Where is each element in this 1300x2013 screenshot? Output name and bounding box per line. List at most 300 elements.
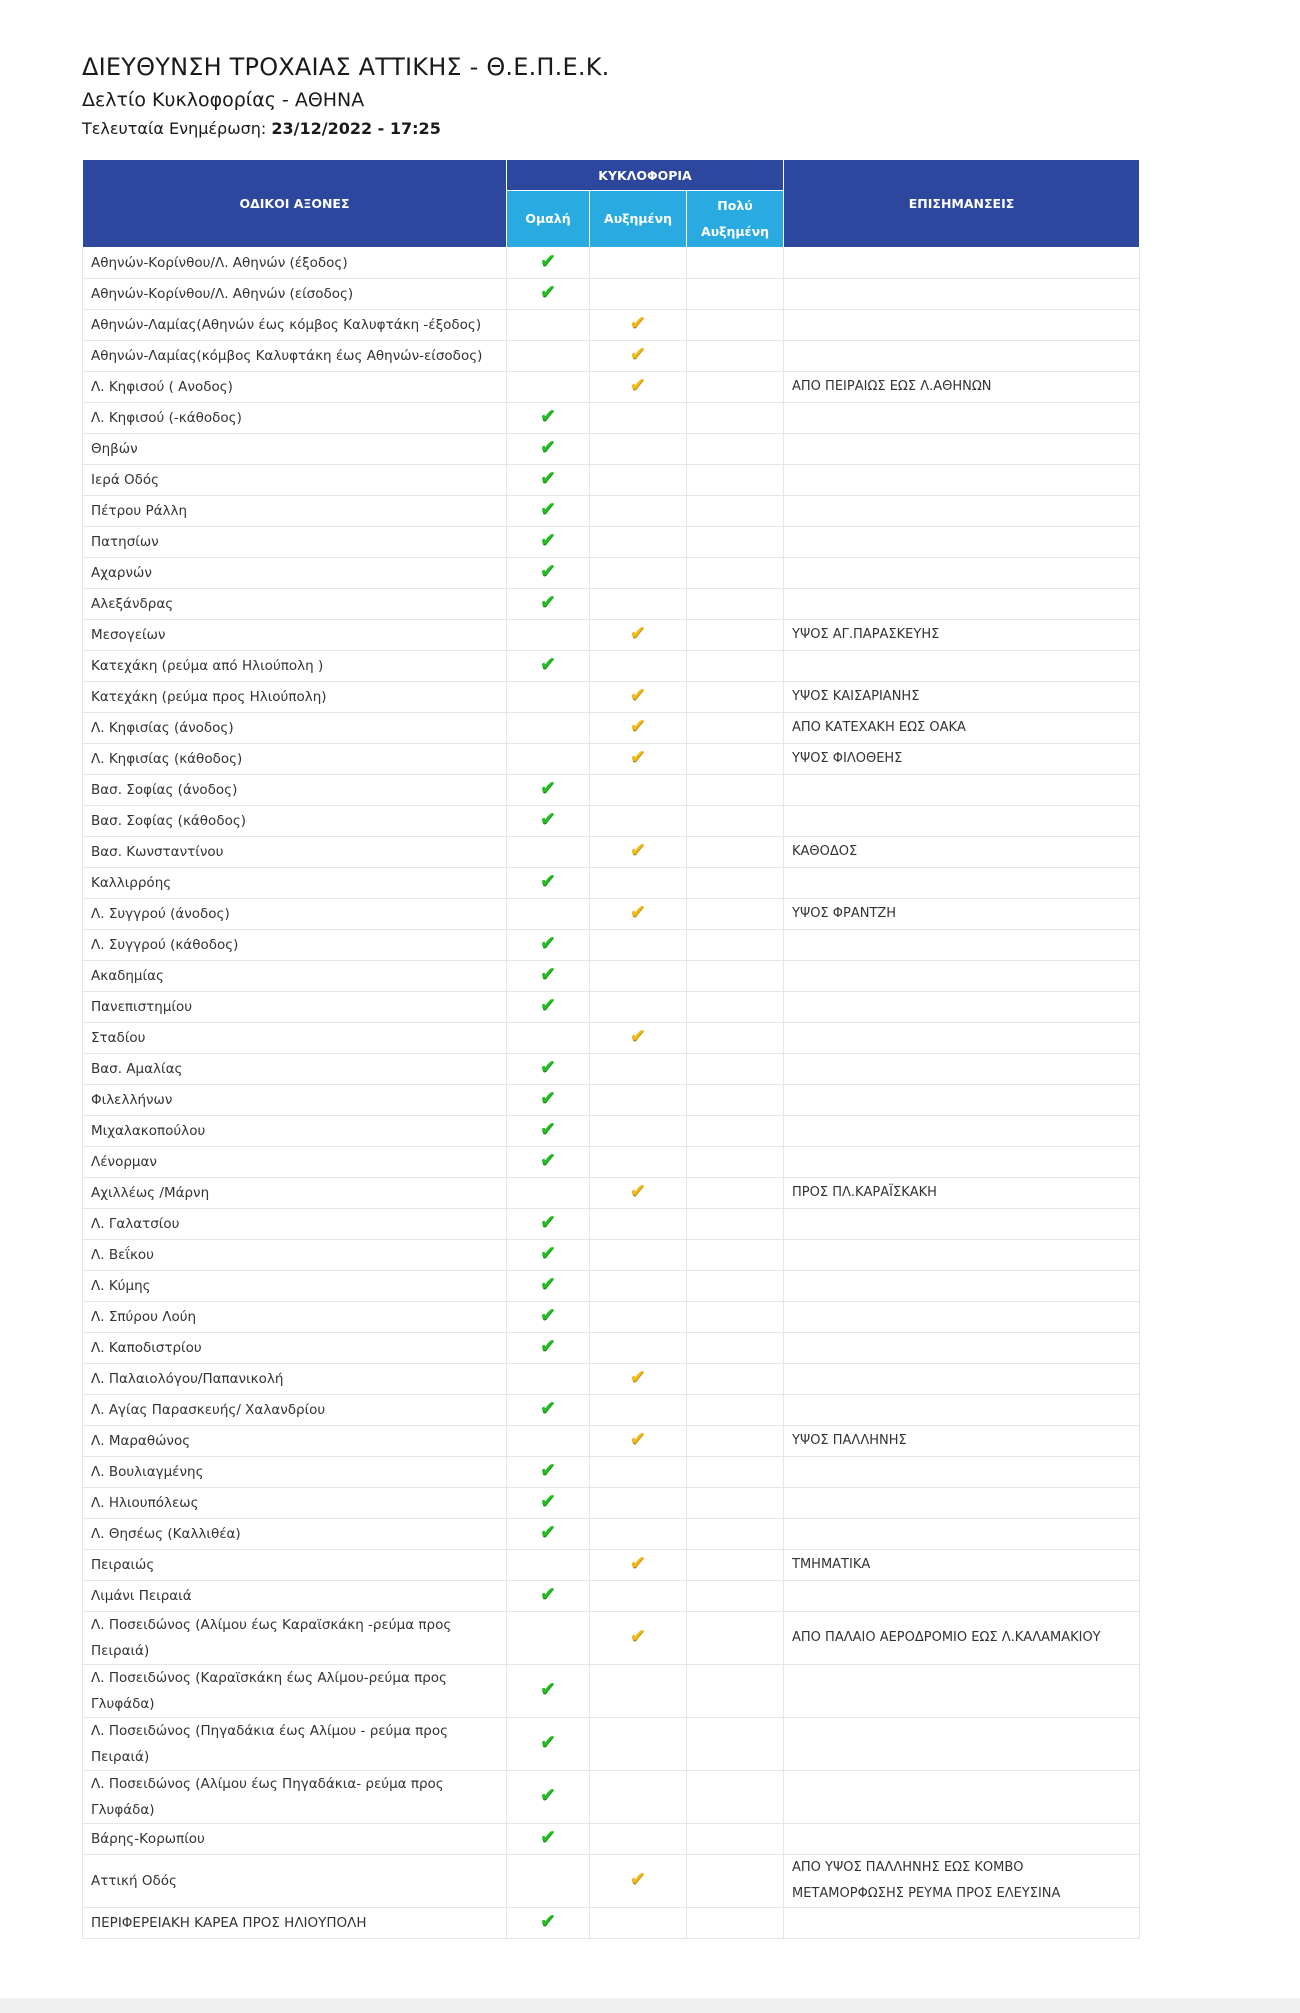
status-increased-cell [590, 1023, 687, 1054]
status-normal-cell [507, 1395, 590, 1426]
status-very-increased-cell [687, 1488, 784, 1519]
road-name: Λ. Γαλατσίου [83, 1209, 507, 1240]
status-increased-cell [590, 248, 687, 279]
check-icon: ✔ [630, 684, 646, 706]
status-very-increased-cell [687, 1054, 784, 1085]
table-row [83, 527, 1140, 558]
status-normal-cell [507, 682, 590, 713]
status-increased-cell [590, 1147, 687, 1178]
road-note: ΚΑΘΟΔΟΣ [784, 837, 1140, 868]
table-row [83, 496, 1140, 527]
status-very-increased-cell [687, 1333, 784, 1364]
road-note: ΤΜΗΜΑΤΙΚΑ [784, 1550, 1140, 1581]
check-icon: ✔ [540, 1678, 556, 1700]
last-update-label: Τελευταία Ενημέρωση: [82, 119, 272, 138]
road-name: Βασ. Σοφίας (άνοδος) [83, 775, 507, 806]
road-name: Πέτρου Ράλλη [83, 496, 507, 527]
road-name: Αχαρνών [83, 558, 507, 589]
check-icon: ✔ [540, 870, 556, 892]
road-name: Αθηνών-Λαμίας(Αθηνών έως κόμβος Καλυφτάκη -έξοδος) [83, 310, 507, 341]
check-icon: ✔ [540, 1087, 556, 1109]
table-row [83, 899, 1140, 930]
check-icon: ✔ [540, 1118, 556, 1140]
check-icon: ✔ [540, 498, 556, 520]
road-note [784, 1364, 1140, 1395]
status-normal-cell [507, 620, 590, 651]
check-icon: ✔ [540, 1521, 556, 1543]
road-note [784, 279, 1140, 310]
table-row [83, 1116, 1140, 1147]
table-row [83, 930, 1140, 961]
road-name: Λ. Κηφισίας (κάθοδος) [83, 744, 507, 775]
status-very-increased-cell [687, 558, 784, 589]
table-row [83, 1908, 1140, 1939]
status-normal-cell [507, 1116, 590, 1147]
status-normal-cell [507, 1147, 590, 1178]
page-title: ΔΙΕΥΘΥΝΣΗ ΤΡΟΧΑΙΑΣ ΑΤΤΙΚΗΣ - Θ.Ε.Π.Ε.Κ. [82, 53, 610, 81]
status-increased-cell [590, 713, 687, 744]
status-increased-cell [590, 1116, 687, 1147]
check-icon: ✔ [540, 1304, 556, 1326]
road-note: ΥΨΟΣ ΦΙΛΟΘΕΗΣ [784, 744, 1140, 775]
status-increased-cell [590, 279, 687, 310]
status-normal-cell [507, 403, 590, 434]
table-row [83, 1271, 1140, 1302]
check-icon: ✔ [540, 1056, 556, 1078]
status-very-increased-cell [687, 992, 784, 1023]
status-very-increased-cell [687, 1240, 784, 1271]
road-name: Μεσογείων [83, 620, 507, 651]
road-note [784, 248, 1140, 279]
table-row [83, 1426, 1140, 1457]
table-row [83, 1855, 1140, 1908]
header-roads: ΟΔΙΚΟΙ ΑΞΟΝΕΣ [83, 160, 507, 248]
bulletin-header [82, 52, 609, 140]
table-row [83, 1457, 1140, 1488]
status-normal-cell [507, 1612, 590, 1665]
status-increased-cell [590, 1457, 687, 1488]
road-name: Βασ. Κωνσταντίνου [83, 837, 507, 868]
status-increased-cell [590, 1824, 687, 1855]
road-name: Λ. Θησέως (Καλλιθέα) [83, 1519, 507, 1550]
road-name: Σταδίου [83, 1023, 507, 1054]
status-very-increased-cell [687, 1612, 784, 1665]
road-name: Μιχαλακοπούλου [83, 1116, 507, 1147]
check-icon: ✔ [540, 1335, 556, 1357]
table-row [83, 651, 1140, 682]
status-very-increased-cell [687, 341, 784, 372]
status-very-increased-cell [687, 1665, 784, 1718]
status-normal-cell [507, 1054, 590, 1085]
status-increased-cell [590, 465, 687, 496]
road-name: Ακαδημίας [83, 961, 507, 992]
check-icon: ✔ [540, 436, 556, 458]
status-normal-cell [507, 465, 590, 496]
road-name: Λ. Συγγρού (άνοδος) [83, 899, 507, 930]
road-name: Καλλιρρόης [83, 868, 507, 899]
status-increased-cell [590, 403, 687, 434]
status-normal-cell [507, 1665, 590, 1718]
table-row [83, 248, 1140, 279]
road-name: Λ. Ποσειδώνος (Πηγαδάκια έως Αλίμου - ρεύμα προς Πειραιά) [83, 1718, 507, 1771]
status-normal-cell [507, 775, 590, 806]
last-update [82, 118, 609, 140]
status-increased-cell [590, 1302, 687, 1333]
status-very-increased-cell [687, 713, 784, 744]
status-normal-cell [507, 558, 590, 589]
table-row [83, 775, 1140, 806]
check-icon: ✔ [540, 1242, 556, 1264]
status-very-increased-cell [687, 1771, 784, 1824]
status-normal-cell [507, 868, 590, 899]
road-name: Αθηνών-Κορίνθου/Λ. Αθηνών (έξοδος) [83, 248, 507, 279]
status-normal-cell [507, 651, 590, 682]
road-name: Θηβών [83, 434, 507, 465]
status-very-increased-cell [687, 744, 784, 775]
road-note [784, 1824, 1140, 1855]
status-normal-cell [507, 1488, 590, 1519]
table-row [83, 682, 1140, 713]
status-normal-cell [507, 1519, 590, 1550]
status-normal-cell [507, 1908, 590, 1939]
road-name: Λ. Συγγρού (κάθοδος) [83, 930, 507, 961]
table-row [83, 1147, 1140, 1178]
check-icon: ✔ [540, 560, 556, 582]
status-normal-cell [507, 899, 590, 930]
table-row [83, 558, 1140, 589]
road-name: Πανεπιστημίου [83, 992, 507, 1023]
header-very-line2: Αυξημένη [701, 224, 769, 239]
road-name: Λ. Κηφισού (-κάθοδος) [83, 403, 507, 434]
status-very-increased-cell [687, 589, 784, 620]
road-name: Λ. Κύμης [83, 1271, 507, 1302]
road-note [784, 961, 1140, 992]
road-note [784, 1457, 1140, 1488]
road-name: Λ. Παλαιολόγου/Παπανικολή [83, 1364, 507, 1395]
check-icon: ✔ [540, 1397, 556, 1419]
status-very-increased-cell [687, 1023, 784, 1054]
check-icon: ✔ [540, 1459, 556, 1481]
status-normal-cell [507, 1581, 590, 1612]
status-normal-cell [507, 1209, 590, 1240]
road-note [784, 434, 1140, 465]
check-icon: ✔ [630, 343, 646, 365]
status-normal-cell [507, 1457, 590, 1488]
status-normal-cell [507, 1333, 590, 1364]
status-normal-cell [507, 341, 590, 372]
road-name: Λ. Ποσειδώνος (Αλίμου έως Καραϊσκάκη -ρεύμα προς Πειραιά) [83, 1612, 507, 1665]
table-row [83, 465, 1140, 496]
check-icon: ✔ [540, 808, 556, 830]
status-increased-cell [590, 682, 687, 713]
road-name: Λ. Καποδιστρίου [83, 1333, 507, 1364]
check-icon: ✔ [540, 777, 556, 799]
road-note [784, 403, 1140, 434]
status-increased-cell [590, 1718, 687, 1771]
status-very-increased-cell [687, 496, 784, 527]
status-very-increased-cell [687, 651, 784, 682]
check-icon: ✔ [630, 1025, 646, 1047]
status-increased-cell [590, 589, 687, 620]
status-increased-cell [590, 651, 687, 682]
table-row [83, 837, 1140, 868]
table-row [83, 1302, 1140, 1333]
check-icon: ✔ [630, 839, 646, 861]
status-increased-cell [590, 1178, 687, 1209]
status-very-increased-cell [687, 248, 784, 279]
road-note: ΥΨΟΣ ΦΡΑΝΤΖΗ [784, 899, 1140, 930]
status-normal-cell [507, 837, 590, 868]
status-normal-cell [507, 806, 590, 837]
table-row [83, 1718, 1140, 1771]
status-very-increased-cell [687, 620, 784, 651]
status-normal-cell [507, 961, 590, 992]
table-row [83, 1240, 1140, 1271]
road-note [784, 341, 1140, 372]
status-very-increased-cell [687, 527, 784, 558]
status-normal-cell [507, 1824, 590, 1855]
status-very-increased-cell [687, 465, 784, 496]
table-row [83, 1085, 1140, 1116]
status-very-increased-cell [687, 837, 784, 868]
check-icon: ✔ [540, 653, 556, 675]
road-note [784, 1333, 1140, 1364]
table-row [83, 1581, 1140, 1612]
road-name: Αχιλλέως /Μάρνη [83, 1178, 507, 1209]
status-very-increased-cell [687, 434, 784, 465]
road-name: Βασ. Αμαλίας [83, 1054, 507, 1085]
table-row [83, 992, 1140, 1023]
status-increased-cell [590, 310, 687, 341]
status-normal-cell [507, 589, 590, 620]
road-note: ΑΠΟ ΠΑΛΑΙΟ ΑΕΡΟΔΡΟΜΙΟ ΕΩΣ Λ.ΚΑΛΑΜΑΚΙΟΥ [784, 1612, 1140, 1665]
road-name: Κατεχάκη (ρεύμα προς Ηλιούπολη) [83, 682, 507, 713]
road-note: ΥΨΟΣ ΠΑΛΛΗΝΗΣ [784, 1426, 1140, 1457]
road-name: Λ. Ηλιουπόλεως [83, 1488, 507, 1519]
check-icon: ✔ [540, 1826, 556, 1848]
status-increased-cell [590, 1908, 687, 1939]
table-row [83, 1178, 1140, 1209]
check-icon: ✔ [630, 901, 646, 923]
road-name: Λ. Αγίας Παρασκευής/ Χαλανδρίου [83, 1395, 507, 1426]
check-icon: ✔ [630, 1366, 646, 1388]
road-note [784, 651, 1140, 682]
check-icon: ✔ [630, 1180, 646, 1202]
status-normal-cell [507, 372, 590, 403]
check-icon: ✔ [540, 281, 556, 303]
road-name: Λ. Βουλιαγμένης [83, 1457, 507, 1488]
road-note: ΥΨΟΣ ΚΑΙΣΑΡΙΑΝΗΣ [784, 682, 1140, 713]
status-normal-cell [507, 1771, 590, 1824]
status-very-increased-cell [687, 775, 784, 806]
status-normal-cell [507, 1718, 590, 1771]
status-increased-cell [590, 1665, 687, 1718]
table-row [83, 1519, 1140, 1550]
status-increased-cell [590, 930, 687, 961]
status-increased-cell [590, 899, 687, 930]
road-note [784, 806, 1140, 837]
road-note [784, 589, 1140, 620]
check-icon: ✔ [540, 1583, 556, 1605]
table-row [83, 279, 1140, 310]
page-subtitle: Δελτίο Κυκλοφορίας - ΑΘΗΝΑ [82, 89, 365, 111]
road-name: Λ. Μαραθώνος [83, 1426, 507, 1457]
road-name: Λ. Βεΐκου [83, 1240, 507, 1271]
road-note [784, 1395, 1140, 1426]
status-normal-cell [507, 744, 590, 775]
road-note [784, 1023, 1140, 1054]
check-icon: ✔ [630, 1868, 646, 1890]
road-note [784, 868, 1140, 899]
header-very-line1: Πολύ [717, 198, 753, 213]
table-row [83, 1364, 1140, 1395]
check-icon: ✔ [540, 467, 556, 489]
header-very-increased [687, 191, 784, 248]
road-name: Αττική Οδός [83, 1855, 507, 1908]
status-very-increased-cell [687, 1581, 784, 1612]
status-very-increased-cell [687, 1718, 784, 1771]
road-note: ΑΠΟ ΥΨΟΣ ΠΑΛΛΗΝΗΣ ΕΩΣ ΚΟΜΒΟ ΜΕΤΑΜΟΡΦΩΣΗΣ ΡΕΥΜΑ ΠΡΟΣ ΕΛΕΥΣΙΝΑ [784, 1855, 1140, 1908]
check-icon: ✔ [630, 312, 646, 334]
road-note [784, 1488, 1140, 1519]
check-icon: ✔ [540, 1731, 556, 1753]
table-row [83, 1665, 1140, 1718]
road-name: ΠΕΡΙΦΕΡΕΙΑΚΗ ΚΑΡΕΑ ΠΡΟΣ ΗΛΙΟΥΠΟΛΗ [83, 1908, 507, 1939]
road-note [784, 1116, 1140, 1147]
road-note [784, 465, 1140, 496]
table-row [83, 1550, 1140, 1581]
check-icon: ✔ [540, 1273, 556, 1295]
check-icon: ✔ [540, 529, 556, 551]
status-increased-cell [590, 1771, 687, 1824]
check-icon: ✔ [630, 374, 646, 396]
status-increased-cell [590, 1519, 687, 1550]
status-very-increased-cell [687, 868, 784, 899]
check-icon: ✔ [540, 405, 556, 427]
status-very-increased-cell [687, 1519, 784, 1550]
status-normal-cell [507, 1302, 590, 1333]
road-note [784, 992, 1140, 1023]
status-normal-cell [507, 1023, 590, 1054]
table-row [83, 1771, 1140, 1824]
status-increased-cell [590, 496, 687, 527]
status-normal-cell [507, 248, 590, 279]
status-increased-cell [590, 961, 687, 992]
table-row [83, 310, 1140, 341]
check-icon: ✔ [630, 1552, 646, 1574]
status-very-increased-cell [687, 403, 784, 434]
status-very-increased-cell [687, 310, 784, 341]
table-row [83, 744, 1140, 775]
check-icon: ✔ [540, 1490, 556, 1512]
header-normal: Ομαλή [507, 191, 590, 248]
status-increased-cell [590, 1426, 687, 1457]
table-row [83, 620, 1140, 651]
status-very-increased-cell [687, 1908, 784, 1939]
status-normal-cell [507, 930, 590, 961]
check-icon: ✔ [540, 250, 556, 272]
status-increased-cell [590, 558, 687, 589]
status-normal-cell [507, 713, 590, 744]
status-very-increased-cell [687, 1085, 784, 1116]
road-note: ΠΡΟΣ ΠΛ.ΚΑΡΑΪΣΚΑΚΗ [784, 1178, 1140, 1209]
status-very-increased-cell [687, 1426, 784, 1457]
check-icon: ✔ [630, 715, 646, 737]
header-notes: ΕΠΙΣΗΜΑΝΣΕΙΣ [784, 160, 1140, 248]
road-name: Ιερά Οδός [83, 465, 507, 496]
status-very-increased-cell [687, 899, 784, 930]
status-normal-cell [507, 1550, 590, 1581]
status-increased-cell [590, 1271, 687, 1302]
traffic-rows [83, 248, 1140, 1939]
status-very-increased-cell [687, 930, 784, 961]
road-name: Αθηνών-Κορίνθου/Λ. Αθηνών (είσοδος) [83, 279, 507, 310]
road-name: Βασ. Σοφίας (κάθοδος) [83, 806, 507, 837]
road-name: Λ. Κηφισίας (άνοδος) [83, 713, 507, 744]
check-icon: ✔ [540, 963, 556, 985]
road-note [784, 1271, 1140, 1302]
status-very-increased-cell [687, 806, 784, 837]
road-note: ΥΨΟΣ ΑΓ.ΠΑΡΑΣΚΕΥΗΣ [784, 620, 1140, 651]
status-very-increased-cell [687, 1178, 784, 1209]
status-very-increased-cell [687, 1116, 784, 1147]
table-row [83, 1333, 1140, 1364]
status-very-increased-cell [687, 1364, 784, 1395]
road-note [784, 1718, 1140, 1771]
check-icon: ✔ [630, 1428, 646, 1450]
road-name: Πατησίων [83, 527, 507, 558]
road-note [784, 1209, 1140, 1240]
road-name: Λ. Ποσειδώνος (Καραϊσκάκη έως Αλίμου-ρεύμα προς Γλυφάδα) [83, 1665, 507, 1718]
road-name: Φιλελλήνων [83, 1085, 507, 1116]
status-normal-cell [507, 1085, 590, 1116]
status-increased-cell [590, 1395, 687, 1426]
table-row [83, 713, 1140, 744]
check-icon: ✔ [540, 1149, 556, 1171]
road-name: Πειραιώς [83, 1550, 507, 1581]
status-increased-cell [590, 1855, 687, 1908]
table-row [83, 1824, 1140, 1855]
check-icon: ✔ [630, 622, 646, 644]
check-icon: ✔ [540, 591, 556, 613]
status-normal-cell [507, 1178, 590, 1209]
status-normal-cell [507, 1855, 590, 1908]
road-name: Βάρης-Κορωπίου [83, 1824, 507, 1855]
status-increased-cell [590, 1488, 687, 1519]
status-normal-cell [507, 434, 590, 465]
table-row [83, 961, 1140, 992]
status-very-increased-cell [687, 1302, 784, 1333]
status-increased-cell [590, 1085, 687, 1116]
status-increased-cell [590, 806, 687, 837]
road-name: Αθηνών-Λαμίας(κόμβος Καλυφτάκη έως Αθηνών-είσοδος) [83, 341, 507, 372]
road-note [784, 496, 1140, 527]
table-row [83, 372, 1140, 403]
status-normal-cell [507, 1240, 590, 1271]
road-note [784, 558, 1140, 589]
status-normal-cell [507, 310, 590, 341]
check-icon: ✔ [540, 994, 556, 1016]
table-row [83, 1488, 1140, 1519]
check-icon: ✔ [540, 932, 556, 954]
road-note [784, 1240, 1140, 1271]
status-increased-cell [590, 1054, 687, 1085]
status-increased-cell [590, 372, 687, 403]
status-increased-cell [590, 1364, 687, 1395]
status-increased-cell [590, 434, 687, 465]
status-increased-cell [590, 1581, 687, 1612]
road-note [784, 310, 1140, 341]
